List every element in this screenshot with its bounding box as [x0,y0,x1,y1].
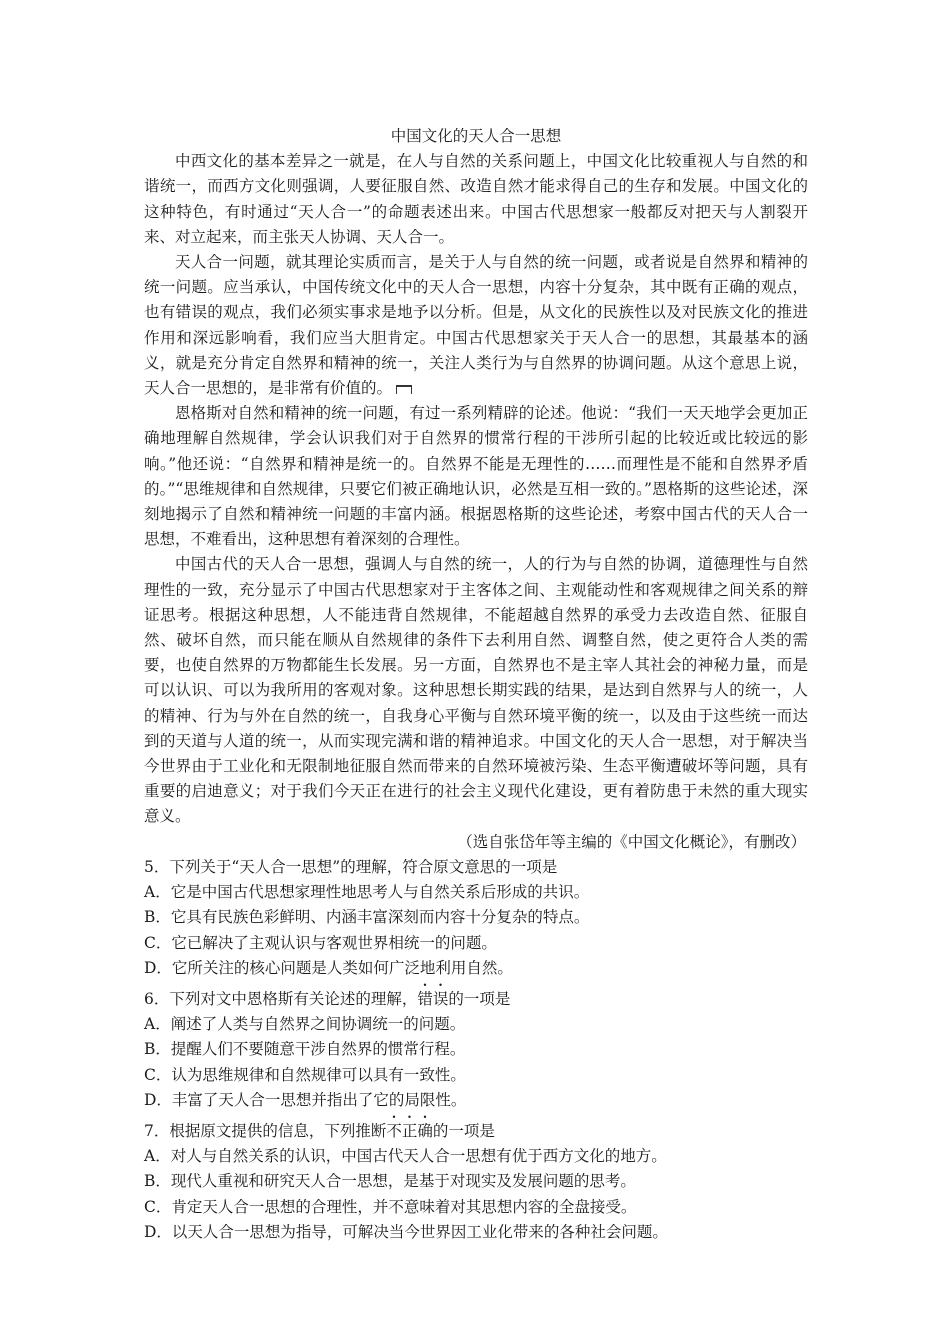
stem-text: 5．下列关于“天人合一思想”的理解，符合原文意思的一项是 [144,857,558,876]
option-c: C．认为思维规律和自然规律可以具有一致性。 [144,1065,466,1084]
article-paragraph-4: 中国古代的天人合一思想，强调人与自然的统一，人的行为与自然的协调，道德理性与自然理性的一致，充分显示了中国古代思想家对于主客体之间、主观能动性和客观规律之间关系的辩证思考。根据这种思想，人不能违背自然规律，不能超越自然界的承受力去改造自然、征服自然、破坏自然，而只能在顺从自然规律的条件下去利用自然、调整自然，使之更符合人类的需要，也使自然界的万物都能生长发展。另一方面，自然界也不是主宰人其社会的神秘力量，而是可以认识、可以为我所用的客观对象。这种思想长期实践的结果，是达到自然界与人的统一，人的精神、行为与外在自然的统一，自我身心平衡与自然环境平衡的统一，以及由于这些统一而达到的天道与人道的统一，从而实现完满和谐的精神追求。中国文化的天人合一思想，对于解决当今世界由于工业化和无限制地征服自然而带来的自然环境被污染、生态平衡遭破坏等问题，具有重要的启迪意义；对于我们今天正在进行的社会主义现代化建设，更有着防患于未然的重大现实意义。 [144,555,808,826]
article-source: （选自张岱年等主编的《中国文化概论》，有删改） [457,832,806,851]
article-paragraph-2 [144,250,808,401]
option-b: B．提醒人们不要随意干涉自然界的惯常行程。 [144,1040,466,1059]
question-6 [144,981,808,1113]
option-a: A．阐述了人类与自然界之间协调统一的问题。 [144,1015,466,1034]
option-d: D．以天人合一思想为指导，可解决当今世界因工业化带来的各种社会问题。 [144,1222,668,1241]
option-c: C．它已解决了主观认识与客观世界相统一的问题。 [144,933,497,952]
option-a: A．对人与自然关系的认识，中国古代天人合一思想有优于西方文化的地方。 [144,1147,667,1166]
article-paragraph-3: 恩格斯对自然和精神的统一问题，有过一系列精辟的论述。他说：“我们一天天地学会更加正确地理解自然规律，学会认识我们对于自然界的惯常行程的干涉所引起的比较近或比较远的影响。”他还说：“自然界和精神是统一的。自然界不能是无理性的……而理性是不能和自然界矛盾的。”“思维规律和自然规律，只要它们被正确地认识，必然是互相一致的。”恩格斯的这些论述，深刻地揭示了自然和精神统一问题的丰富内涵。根据恩格斯的这些论述，考察中国古代的天人合一思想，不难看出，这种思想有着深刻的合理性。 [144,404,808,549]
question-stem [144,1113,808,1144]
question-7 [144,1113,808,1245]
option-b: B．现代人重视和研究天人合一思想，是基于对现实及发展问题的思考。 [144,1172,636,1191]
option-c: C．肯定天人合一思想的合理性，并不意味着对其思想内容的全盘接受。 [144,1197,637,1216]
stem-emphasis: 错误 [417,989,449,1008]
article-body [144,124,808,1245]
option-d: D．丰富了天人合一思想并指出了它的局限性。 [144,1090,467,1109]
option-d: D．它所关注的核心问题是人类如何广泛地利用自然。 [144,958,513,977]
stem-text: 7．根据原文提供的信息，下列推断 [144,1121,387,1140]
question-5 [144,855,808,981]
stem-text: 6．下列对文中恩格斯有关论述的理解， [144,989,418,1008]
stem-emphasis: 不正确 [386,1121,433,1140]
question-stem [144,855,808,880]
article-title: 中国文化的天人合一思想 [390,127,562,145]
stem-text-end: 的一项是 [432,1121,495,1140]
edit-mark-icon [396,385,412,394]
article-paragraph-1: 中西文化的基本差异之一就是，在人与自然的关系问题上，中国文化比较重视人与自然的和谐统一，而西方文化则强调，人要征服自然、改造自然才能求得自己的生存和发展。中国文化的这种特色，有时通过“天人合一”的命题表述出来。中国古代思想家一般都反对把天与人割裂开来、对立起来，而主张天人协调、天人合一。 [144,152,808,246]
stem-text-end: 的一项是 [448,989,511,1008]
option-b: B．它具有民族色彩鲜明、内涵丰富深刻而内容十分复杂的特点。 [144,908,590,927]
question-stem [144,981,808,1012]
option-a: A．它是中国古代思想家理性地思考人与自然关系后形成的共识。 [144,883,590,902]
paragraph-2-text: 天人合一问题，就其理论实质而言，是关于人与自然的统一问题，或者说是自然界和精神的统一问题。应当承认，中国传统文化中的天人合一思想，内容十分复杂，其中既有正确的观点，也有错误的观点，我们必须实事求是地予以分析。但是，从文化的民族性以及对民族文化的推进作用和深远影响看，我们应当大胆肯定。中国古代思想家关于天人合一的思想，其最基本的涵义，就是充分肯定自然界和精神的统一，关注人类行为与自然界的协调问题。从这个意思上说，天人合一思想的，是非常有价值的。 [144,253,808,398]
